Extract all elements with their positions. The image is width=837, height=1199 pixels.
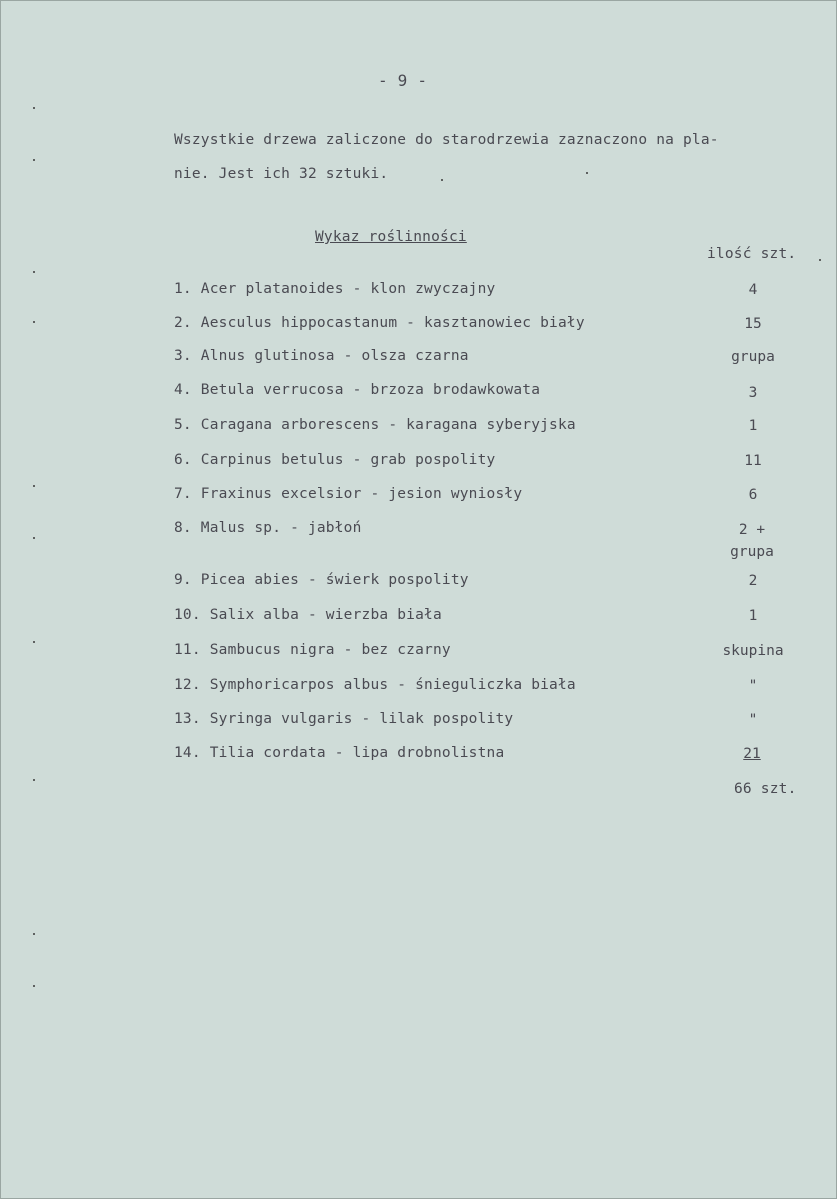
margin-dot — [33, 641, 35, 643]
list-item: 8. Malus sp. - jabłoń — [174, 520, 362, 536]
margin-dot — [33, 107, 35, 109]
margin-dot — [33, 985, 35, 987]
margin-dot — [33, 159, 35, 161]
list-item: 1. Acer platanoides - klon zwyczajny — [174, 281, 496, 297]
list-item: 11. Sambucus nigra - bez czarny — [174, 642, 451, 658]
item-quantity: 6 — [748, 487, 758, 503]
item-quantity: 1 — [748, 418, 758, 434]
list-item: 14. Tilia cordata - lipa drobnolistna — [174, 745, 505, 761]
item-quantity: 2 — [748, 573, 758, 589]
item-quantity: 3 — [748, 385, 758, 401]
item-quantity: 2 + grupa — [730, 522, 774, 560]
list-item: 13. Syringa vulgaris - lilak pospolity — [174, 711, 514, 727]
item-quantity: 21 — [743, 746, 761, 762]
list-heading: Wykaz roślinności — [315, 229, 467, 245]
list-item: 6. Carpinus betulus - grab pospolity — [174, 452, 496, 468]
item-quantity: grupa — [731, 349, 775, 365]
item-quantity: " — [748, 712, 758, 728]
margin-dot — [33, 933, 35, 935]
margin-dot — [33, 271, 35, 273]
margin-dot — [819, 259, 821, 261]
item-quantity: skupina — [722, 643, 784, 659]
list-item: 2. Aesculus hippocastanum - kasztanowiec biały — [174, 315, 585, 331]
margin-dot — [33, 485, 35, 487]
list-item: 12. Symphoricarpos albus - śnieguliczka biała — [174, 677, 576, 693]
margin-dot — [33, 779, 35, 781]
quantity-heading: ilość szt. — [707, 246, 797, 262]
list-item: 7. Fraxinus excelsior - jesion wyniosły — [174, 486, 523, 502]
stray-mark — [441, 179, 443, 181]
total-quantity: 66 szt. — [734, 781, 797, 797]
item-quantity: 11 — [744, 453, 762, 469]
intro-line-1: Wszystkie drzewa zaliczone do starodrzewia zaznaczono na pla- — [174, 132, 719, 148]
item-quantity: 15 — [744, 316, 762, 332]
margin-dot — [33, 321, 35, 323]
list-item: 5. Caragana arborescens - karagana syberyjska — [174, 417, 576, 433]
intro-line-2: nie. Jest ich 32 sztuki. — [174, 166, 389, 182]
margin-dot — [33, 537, 35, 539]
list-item: 4. Betula verrucosa - brzoza brodawkowata — [174, 382, 541, 398]
page-number: - 9 - — [378, 71, 428, 90]
list-item: 10. Salix alba - wierzba biała — [174, 607, 442, 623]
item-quantity: 4 — [748, 282, 758, 298]
item-quantity: 1 — [748, 608, 758, 624]
list-item: 3. Alnus glutinosa - olsza czarna — [174, 348, 469, 364]
stray-mark — [586, 172, 588, 174]
list-item: 9. Picea abies - świerk pospolity — [174, 572, 469, 588]
item-quantity: " — [748, 678, 758, 694]
